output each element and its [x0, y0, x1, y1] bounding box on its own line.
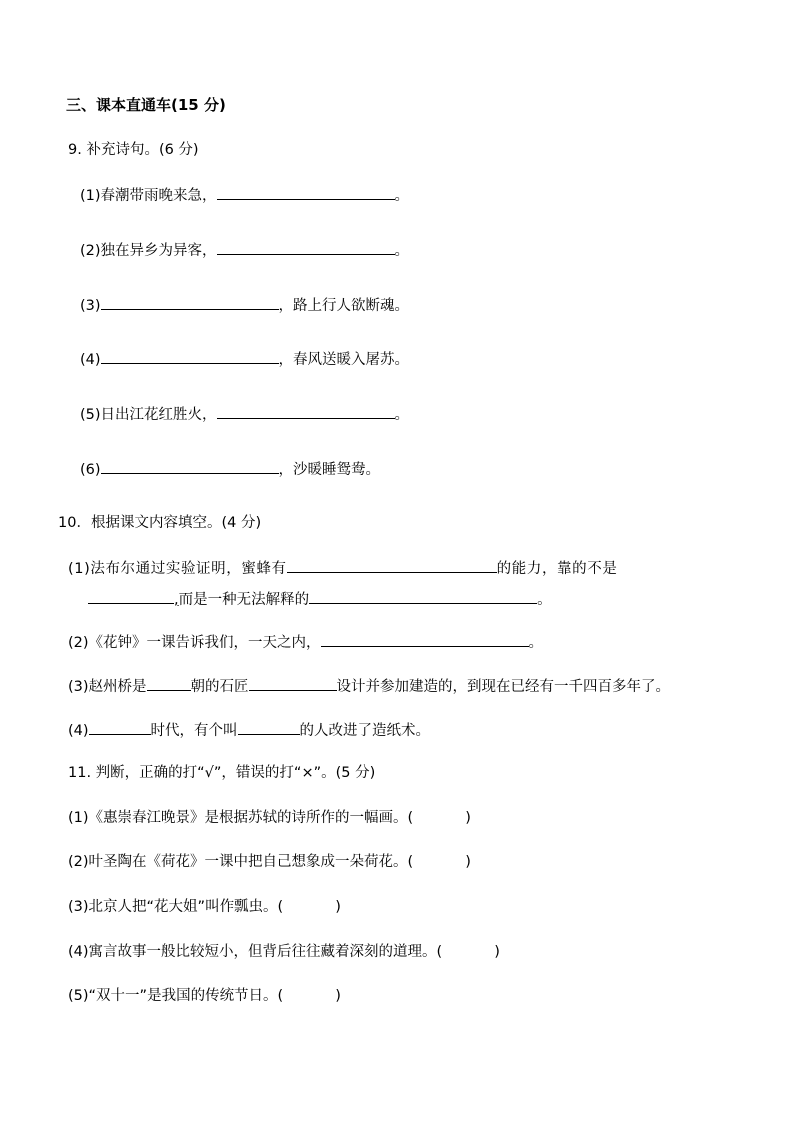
q11-item-4-close: ) — [494, 944, 500, 960]
q10-item-1-part-a: (1)法布尔通过实验证明，蜜蜂有 — [68, 561, 287, 577]
q10-item-1-line-2 — [88, 588, 552, 608]
q9-item-6-prefix: (6) — [80, 462, 101, 478]
q10-header: 10．根据课文内容填空。(4 分) — [58, 515, 262, 531]
q10-item-2-part-b: 。 — [528, 635, 544, 651]
q11-item-1-text: (1)《惠崇春江晚景》是根据苏轼的诗所作的一幅画。( — [68, 810, 414, 826]
q9-item-5-suffix: 。 — [394, 407, 410, 423]
q11-item-3 — [68, 897, 341, 917]
q11-item-5-close: ) — [335, 988, 341, 1004]
q11-item-5-text: (5)“双十一”是我国的传统节日。( — [68, 988, 284, 1004]
q10-item-1-part-e: 。 — [537, 592, 552, 608]
q10-item-4-part-a: (4) — [68, 723, 89, 739]
q9-item-4-prefix: (4) — [80, 352, 101, 368]
q11-item-5 — [68, 986, 341, 1006]
q11-header: 11. 判断，正确的打“√”，错误的打“×”。(5 分) — [68, 765, 376, 781]
q9-item-4 — [80, 348, 409, 368]
q10-item-4-blank-1[interactable] — [89, 719, 151, 735]
q10-item-1-blank-1[interactable] — [287, 557, 497, 573]
q11-item-4-text: (4)寓言故事一般比较短小，但背后往往藏着深刻的道理。( — [68, 944, 443, 960]
q9-item-5-blank[interactable] — [217, 403, 395, 419]
q10-item-4-part-c: 的人改进了造纸术。 — [299, 723, 431, 739]
q11-item-4 — [68, 942, 500, 962]
q9-item-3 — [80, 294, 409, 314]
q11-item-1-close: ) — [465, 810, 471, 826]
q10-item-3 — [68, 675, 670, 695]
q10-item-2 — [68, 631, 543, 651]
q10-item-3-blank-2[interactable] — [249, 675, 337, 691]
q9-item-3-prefix: (3) — [80, 298, 101, 314]
q9-item-3-blank[interactable] — [101, 294, 279, 310]
q10-item-3-part-c: 设计并参加建造的，到现在已经有一千四百多年了。 — [336, 679, 671, 695]
q9-item-6-suffix: ，沙暖睡鸳鸯。 — [278, 462, 381, 478]
q10-item-1-blank-3[interactable] — [309, 588, 537, 604]
q11-item-2-text: (2)叶圣陶在《荷花》一课中把自己想象成一朵荷花。( — [68, 854, 414, 870]
q10-item-4-blank-2[interactable] — [238, 719, 300, 735]
q9-item-1 — [80, 184, 409, 204]
q10-item-1-part-b: 的能力，靠的不是 — [496, 561, 618, 577]
q9-item-2 — [80, 239, 409, 259]
q10-item-2-blank[interactable] — [321, 631, 529, 647]
q10-item-4 — [68, 719, 430, 739]
q9-header: 9. 补充诗句。(6 分) — [68, 142, 199, 158]
q11-item-3-close: ) — [335, 899, 341, 915]
q11-item-2 — [68, 852, 471, 872]
q10-item-2-part-a: (2)《花钟》一课告诉我们，一天之内， — [68, 635, 321, 651]
q10-item-3-blank-1[interactable] — [147, 675, 191, 691]
q11-item-1 — [68, 808, 471, 828]
q9-item-5 — [80, 403, 409, 423]
q9-item-2-blank[interactable] — [217, 239, 395, 255]
q9-item-6 — [80, 458, 380, 478]
q9-item-2-suffix: 。 — [394, 243, 410, 259]
q10-item-4-part-b: 时代，有个叫 — [150, 723, 238, 739]
q9-item-4-blank[interactable] — [101, 348, 279, 364]
q9-item-6-blank[interactable] — [101, 458, 279, 474]
q11-item-2-close: ) — [465, 854, 471, 870]
q9-item-4-suffix: ，春风送暖入屠苏。 — [278, 352, 410, 368]
q10-item-1-part-c: , — [174, 592, 179, 608]
q11-item-3-text: (3)北京人把“花大姐”叫作瓢虫。( — [68, 899, 284, 915]
q9-item-2-prefix: (2)独在异乡为异客， — [80, 243, 217, 259]
q9-item-3-suffix: ，路上行人欲断魂。 — [278, 298, 410, 314]
q10-item-1-blank-2[interactable] — [88, 588, 174, 604]
q9-item-5-prefix: (5)日出江花红胜火， — [80, 407, 217, 423]
section-title: 三、课本直通车(15 分) — [66, 96, 226, 114]
q9-item-1-blank[interactable] — [217, 184, 395, 200]
q9-item-1-suffix: 。 — [394, 188, 410, 204]
q10-item-3-part-b: 朝的石匠 — [190, 679, 249, 695]
q10-item-3-part-a: (3)赵州桥是 — [68, 679, 147, 695]
q9-item-1-prefix: (1)春潮带雨晚来急， — [80, 188, 217, 204]
q10-item-1-part-d: 而是一种无法解释的 — [178, 592, 310, 608]
q10-item-1-line-1 — [68, 557, 617, 577]
